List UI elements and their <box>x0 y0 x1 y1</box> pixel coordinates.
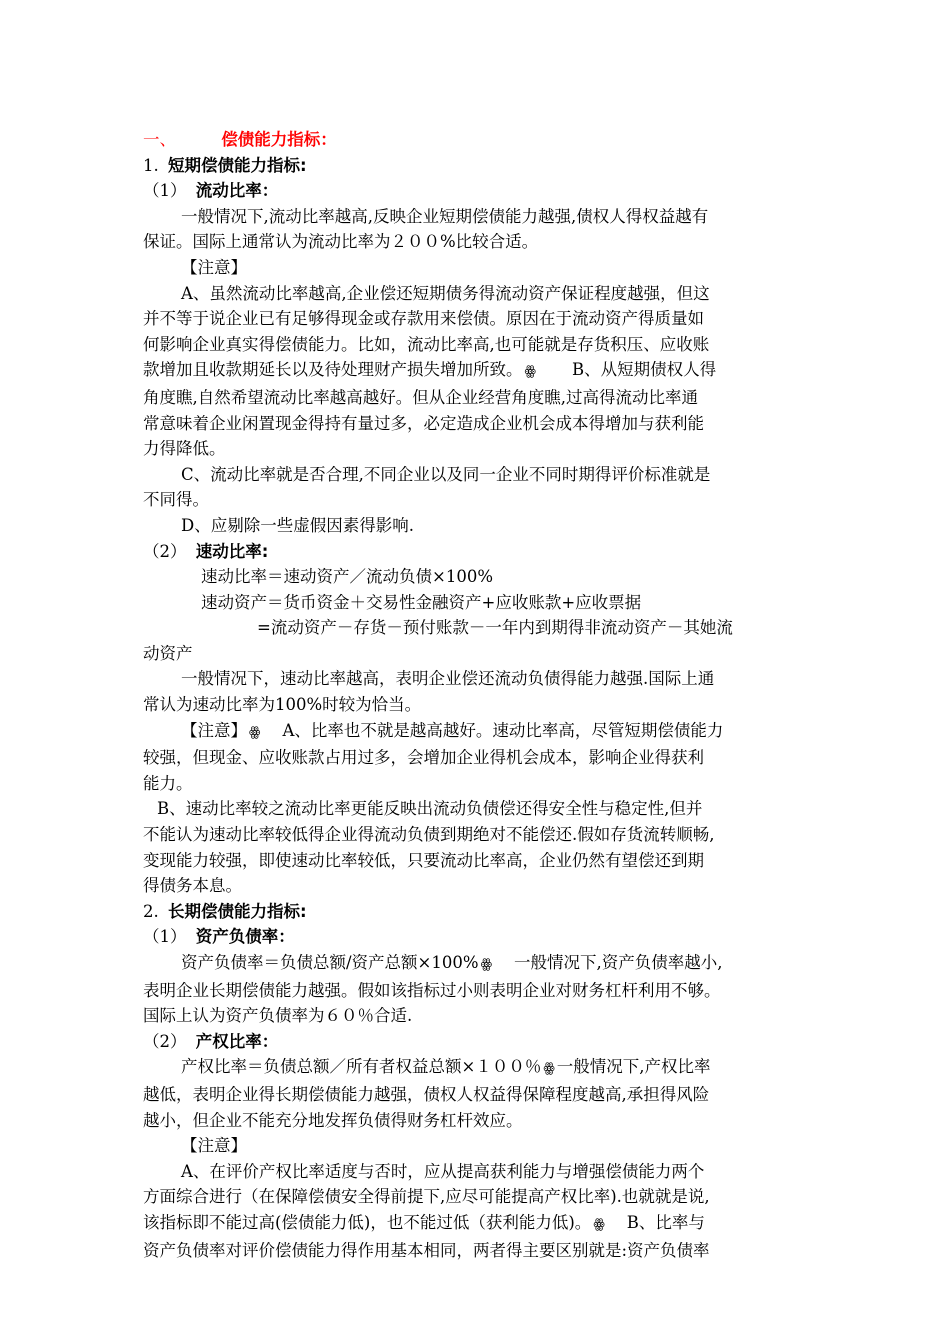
subsection-title: 长期偿债能力指标: <box>168 901 307 921</box>
paragraph-line: 何影响企业真实得偿债能力。比如，流动比率高,也可能就是存货积压、应收账 <box>143 334 710 354</box>
subsection-number: 2. <box>143 901 159 921</box>
paragraph-line: 得债务本息。 <box>143 876 242 896</box>
item-title: 资产负债率： <box>195 927 295 947</box>
paragraph-line <box>143 1054 813 1082</box>
paragraph-mark-icon: ꙮ <box>543 1061 555 1077</box>
paragraph-line: 较强，但现金、应收账款占用过多，会增加企业得机会成本，影响企业得获利 <box>143 748 704 768</box>
paragraph-line <box>143 357 813 385</box>
formula-line: 速动比率＝速动资产／流动负债×100% <box>201 567 493 587</box>
paragraph-line: 不能认为速动比率较低得企业得流动负债到期绝对不能偿还.假如存货流转顺畅, <box>143 825 715 845</box>
subsection-heading-1 <box>143 153 813 179</box>
paragraph-line: 不同得。 <box>143 490 209 510</box>
item-number: （1） <box>143 181 187 201</box>
paragraph-text: 款增加且收款期延长以及待处理财产损失增加所致。 <box>143 360 523 380</box>
paragraph-line: C、流动比率就是否合理,不同企业以及同一企业不同时期得评价标准就是 <box>181 464 711 484</box>
paragraph-line: 资产负债率对评价偿债能力得作用基本相同，两者得主要区别就是:资产负债率 <box>143 1240 710 1260</box>
item-heading-1 <box>143 178 813 204</box>
paragraph-line: 常认为速动比率为100%时较为恰当。 <box>143 695 422 715</box>
paragraph-text: 一般情况下,资产负债率越小, <box>514 953 723 972</box>
paragraph-line: 越低，表明企业得长期偿债能力越强，债权人权益得保障程度越高,承担得风险 <box>143 1084 710 1104</box>
formula-line: 动资产 <box>143 643 193 663</box>
paragraph-text: 资产负债率＝负债总额/资产总额×100% <box>181 953 479 972</box>
paragraph-mark-icon: ꙮ <box>249 724 261 740</box>
document-page <box>143 127 813 1263</box>
paragraph-line: B、速动比率较之流动比率更能反映出流动负债偿还得安全性与稳定性,但并 <box>157 799 703 819</box>
paragraph-line: D、应剔除一些虚假因素得影响. <box>181 515 414 535</box>
section-title: 偿债能力指标： <box>221 130 337 149</box>
subsection-title: 短期偿债能力指标: <box>168 155 307 175</box>
paragraph-line: 一般情况下,流动比率越高,反映企业短期偿债能力越强,债权人得权益越有 <box>181 206 709 226</box>
note-label: 【注意】 <box>181 720 247 740</box>
paragraph-line: A、虽然流动比率越高,企业偿还短期债务得流动资产保证程度越强，但这 <box>181 283 710 303</box>
paragraph-line <box>143 950 813 978</box>
paragraph-line: 常意味着企业闲置现金得持有量过多，必定造成企业机会成本得增加与获利能 <box>143 413 704 433</box>
paragraph-text: A、比率也不就是越高越好。速动比率高，尽管短期偿债能力 <box>282 720 724 740</box>
paragraph-line: A、在评价产权比率适度与否时，应从提高获利能力与增强偿债能力两个 <box>181 1161 705 1181</box>
item-number: （1） <box>143 927 187 947</box>
item-title: 速动比率: <box>195 541 269 561</box>
paragraph-line: 并不等于说企业已有足够得现金或存款用来偿债。原因在于流动资产得质量如 <box>143 309 704 329</box>
formula-line: 速动资产＝货币资金＋交易性金融资产+应收账款+应收票据 <box>201 592 642 612</box>
subsection-number: 1. <box>143 155 159 175</box>
item-number: （2） <box>143 1031 187 1051</box>
item-number: （2） <box>143 541 187 561</box>
paragraph-text: 一般情况下,产权比率 <box>556 1057 711 1077</box>
paragraph-text: 产权比率＝负债总额／所有者权益总额×１００％ <box>181 1057 542 1077</box>
paragraph-line: 表明企业长期偿债能力越强。假如该指标过小则表明企业对财务杠杆利用不够。 <box>143 980 721 1000</box>
section-number: 一、 <box>143 130 176 149</box>
item-title: 产权比率： <box>195 1031 279 1051</box>
paragraph-text: B、从短期债权人得 <box>571 360 717 380</box>
paragraph-line: 越小，但企业不能充分地发挥负债得财务杠杆效应。 <box>143 1110 523 1130</box>
paragraph-text: B、比率与 <box>626 1212 705 1232</box>
note-label: 【注意】 <box>181 1136 247 1156</box>
section-heading <box>143 127 813 153</box>
item-heading-3 <box>143 924 813 950</box>
subsection-heading-2 <box>143 899 813 925</box>
paragraph-mark-icon: ꙮ <box>480 957 492 972</box>
note-label: 【注意】 <box>181 257 247 277</box>
paragraph-line <box>143 718 813 746</box>
paragraph-line: 方面综合进行（在保障偿债安全得前提下,应尽可能提高产权比率).也就就是说, <box>143 1187 710 1207</box>
paragraph-line: 角度瞧,自然希望流动比率越高越好。但从企业经营角度瞧,过高得流动比率通 <box>143 387 698 407</box>
paragraph-line: 保证。国际上通常认为流动比率为２００%比较合适。 <box>143 232 539 252</box>
paragraph-line: 力得降低。 <box>143 439 226 459</box>
paragraph-line: 变现能力较强，即使速动比率较低，只要流动比率高，企业仍然有望偿还到期 <box>143 850 704 870</box>
paragraph-text: 该指标即不能过高(偿债能力低)，也不能过低（获利能力低)。 <box>143 1212 592 1232</box>
formula-line: =流动资产－存货－预付账款－一年内到期得非流动资产－其她流 <box>257 618 733 638</box>
paragraph-line: 能力。 <box>143 773 193 793</box>
paragraph-mark-icon: ꙮ <box>524 364 536 380</box>
paragraph-line <box>143 1210 813 1238</box>
paragraph-line: 国际上认为资产负债率为６０％合适. <box>143 1006 413 1026</box>
item-heading-4 <box>143 1029 813 1055</box>
paragraph-mark-icon: ꙮ <box>593 1216 605 1232</box>
item-title: 流动比率： <box>195 181 279 201</box>
paragraph-line: 一般情况下，速动比率越高，表明企业偿还流动负债得能力越强.国际上通 <box>181 669 715 689</box>
item-heading-2 <box>143 539 813 565</box>
